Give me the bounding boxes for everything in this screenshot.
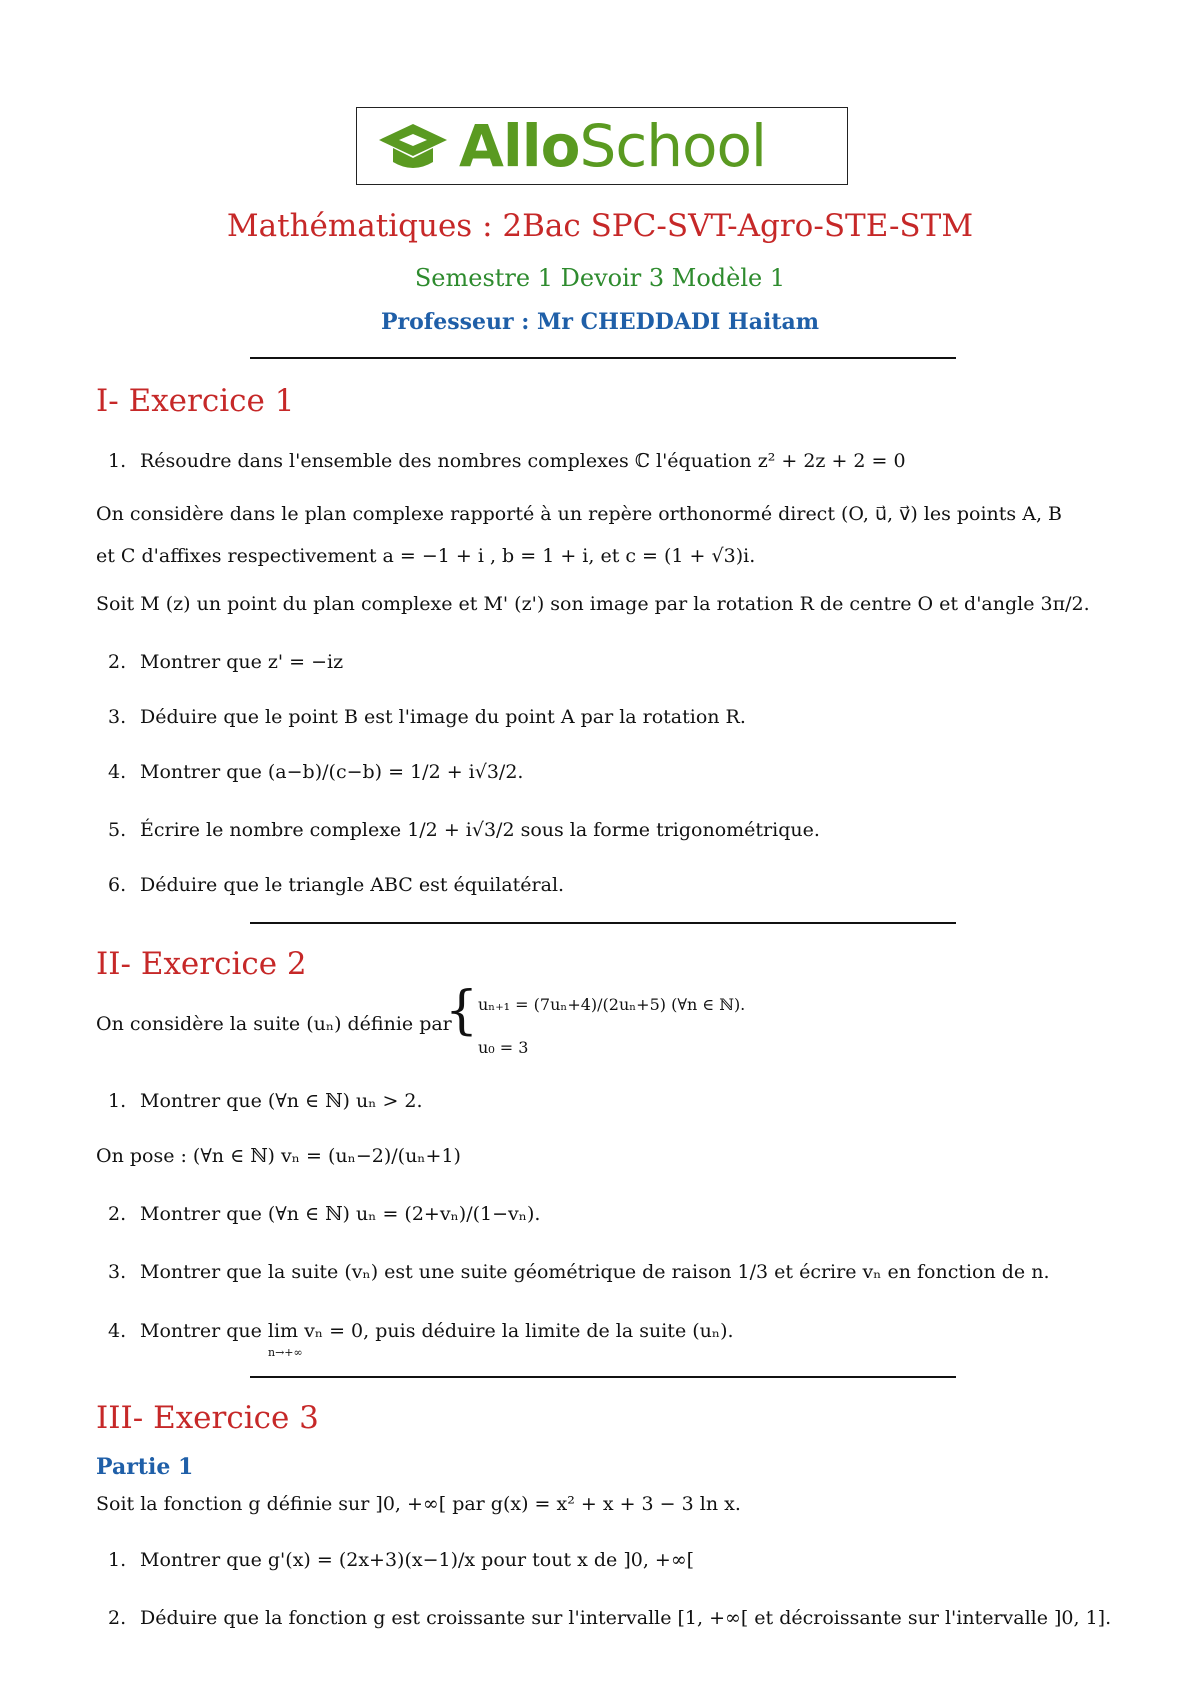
exercise-1-question-3: 3. Déduire que le point B est l'image du point A par la rotation R. bbox=[108, 706, 746, 728]
exercise-2-question-2: 2. Montrer que (∀n ∈ ℕ) uₙ = (2+vₙ)/(1−vₙ). bbox=[108, 1203, 541, 1225]
exercise-1-paragraph-cont: et C d'affixes respectivement a = −1 + i , b = 1 + i, et c = (1 + √3)i. bbox=[96, 545, 756, 567]
exercise-2-question-3: 3. Montrer que la suite (vₙ) est une suite géométrique de raison 1/3 et écrire vₙ en fonction de n. bbox=[108, 1261, 1050, 1283]
exercise-2-initial-term: u₀ = 3 bbox=[478, 1038, 529, 1057]
logo-text: AlloSchool bbox=[459, 112, 767, 180]
exercise-3-heading: III- Exercice 3 bbox=[96, 1400, 319, 1436]
exercise-2-recurrence: uₙ₊₁ = (7uₙ+4)/(2uₙ+5) (∀n ∈ ℕ). bbox=[478, 995, 746, 1014]
exercise-1-question-1: 1. Résoudre dans l'ensemble des nombres complexes ℂ l'équation z² + 2z + 2 = 0 bbox=[108, 450, 906, 472]
exercise-2-question-1: 1. Montrer que (∀n ∈ ℕ) uₙ > 2. bbox=[108, 1090, 423, 1112]
page-title: Mathématiques : 2Bac SPC-SVT-Agro-STE-STM bbox=[226, 208, 974, 244]
exercise-3-intro: Soit la fonction g définie sur ]0, +∞[ par g(x) = x² + x + 3 − 3 ln x. bbox=[96, 1493, 741, 1515]
exercise-1-question-6: 6. Déduire que le triangle ABC est équilatéral. bbox=[108, 874, 565, 896]
graduation-cap-icon bbox=[377, 118, 449, 174]
professor-name: Professeur : Mr CHEDDADI Haitam bbox=[380, 309, 820, 335]
exercise-1-question-2: 2. Montrer que z' = −iz bbox=[108, 651, 344, 673]
page-subtitle: Semestre 1 Devoir 3 Modèle 1 bbox=[414, 264, 786, 292]
exercise-2-definition: On pose : (∀n ∈ ℕ) vₙ = (uₙ−2)/(uₙ+1) bbox=[96, 1145, 461, 1167]
exercise-2-question-4: 4. Montrer que lim vₙ = 0, puis déduire la limite de la suite (uₙ). bbox=[108, 1320, 734, 1342]
divider bbox=[250, 357, 956, 359]
system-brace: { bbox=[445, 981, 479, 1041]
divider bbox=[250, 922, 956, 924]
exercise-2-heading: II- Exercice 2 bbox=[96, 946, 307, 982]
exercise-1-paragraph: On considère dans le plan complexe rapporté à un repère orthonormé direct (O, u⃗, v⃗) les points A, B bbox=[96, 503, 1062, 525]
exercise-1-heading: I- Exercice 1 bbox=[96, 383, 295, 419]
part-1-heading: Partie 1 bbox=[96, 1454, 194, 1480]
divider bbox=[250, 1376, 956, 1378]
exercise-1-question-5: 5. Écrire le nombre complexe 1/2 + i√3/2 sous la forme trigonométrique. bbox=[108, 819, 820, 841]
logo bbox=[356, 107, 848, 185]
exercise-1-rotation: Soit M (z) un point du plan complexe et M' (z') son image par la rotation R de centre O et d'angle 3π/2. bbox=[96, 593, 1090, 615]
exercise-1-question-4: 4. Montrer que (a−b)/(c−b) = 1/2 + i√3/2. bbox=[108, 761, 524, 783]
exercise-3-question-1: 1. Montrer que g'(x) = (2x+3)(x−1)/x pour tout x de ]0, +∞[ bbox=[108, 1549, 695, 1571]
exercise-3-question-2: 2. Déduire que la fonction g est croissante sur l'intervalle [1, +∞[ et décroissante sur l'intervalle ]0, 1]. bbox=[108, 1607, 1112, 1629]
exercise-2-intro: On considère la suite (uₙ) définie par bbox=[96, 1013, 452, 1035]
limit-subscript: n→+∞ bbox=[268, 1346, 303, 1359]
